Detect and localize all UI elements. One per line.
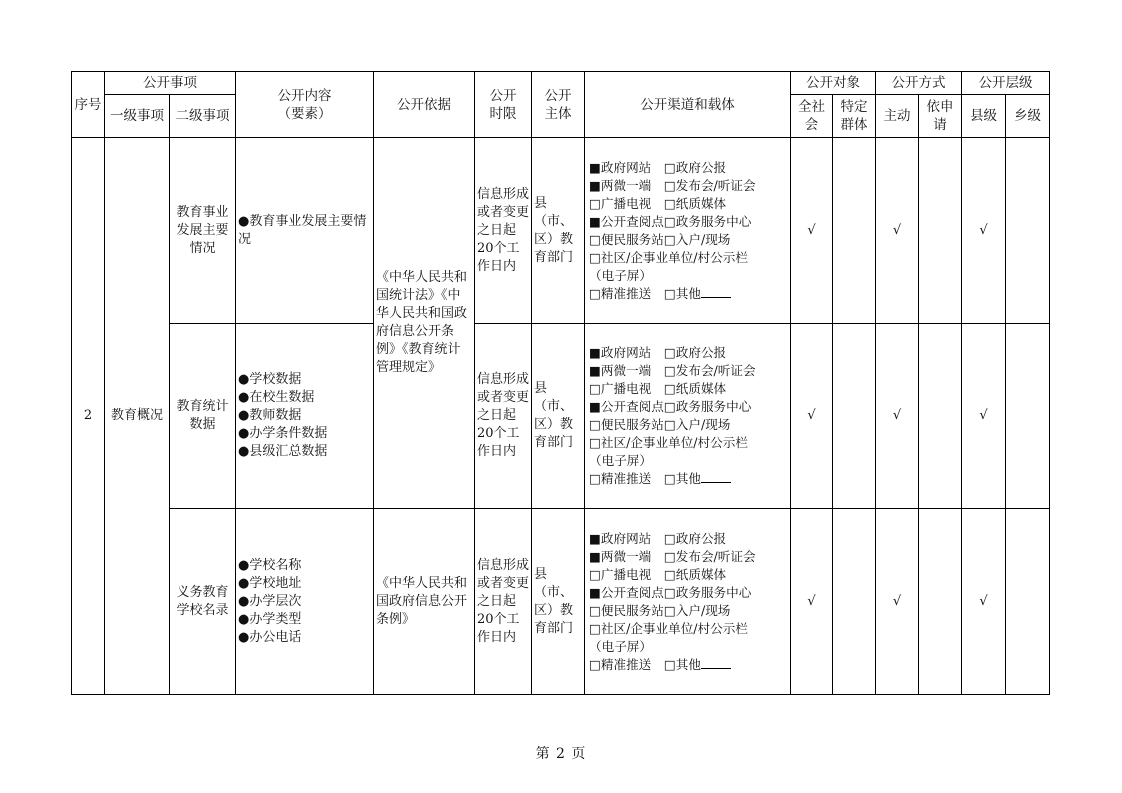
channel-line-last [589, 285, 788, 303]
header-level-county: 县级 [962, 95, 1006, 138]
check-method-active: √ [876, 138, 919, 324]
header-channels: 公开渠道和载体 [585, 72, 791, 138]
header-method-active: 主动 [876, 95, 919, 138]
channel-line: ■公开查阅点□政务服务中心 [589, 213, 752, 229]
header-basis: 公开依据 [374, 72, 475, 138]
row-level2-text: 教育统计数据 [176, 399, 229, 432]
channel-line: □便民服务站□入户/现场 [589, 231, 731, 247]
content-item: ●教育事业发展主要情况 [238, 213, 367, 247]
channel-line: □社区/企事业单位/村公示栏 [589, 620, 748, 636]
content-item: ●办公电话 [238, 629, 302, 645]
header-method-request: 依申请 [919, 95, 962, 138]
blank-underline [701, 470, 731, 483]
check-target-specific [833, 324, 876, 509]
channel-line: ■政府网站 □政府公报 [589, 530, 727, 546]
row-subject-text: 县（市、区）教育部门 [534, 566, 574, 636]
content-item: ●办学条件数据 [238, 426, 328, 441]
table-row [72, 509, 1050, 695]
header-level2: 二级事项 [170, 95, 236, 138]
channel-line-text: □精准推送 □其他 [589, 285, 701, 301]
row-time-limit-text: 信息形成或者变更之日起20个工作日内 [477, 557, 530, 645]
check-level-township [1006, 138, 1050, 324]
row-level2-text: 教育事业发展主要情况 [176, 204, 229, 256]
header-target-all: 全社 会 [791, 95, 833, 138]
channel-line: ■政府网站 □政府公报 [589, 159, 727, 175]
channel-line: （电子屏） [589, 267, 652, 283]
blank-underline [701, 285, 731, 298]
content-item: ●教师数据 [238, 408, 302, 423]
disclosure-table-sheet [71, 71, 1049, 694]
channel-line: ■公开查阅点□政务服务中心 [589, 399, 752, 414]
row-time-limit [475, 138, 532, 324]
header-level-township: 乡级 [1006, 95, 1050, 138]
row-subject [532, 509, 585, 695]
header-level1: 一级事项 [105, 95, 170, 138]
channel-line-text: □精准推送 □其他 [589, 471, 701, 486]
row-channels [585, 138, 791, 324]
row-level2 [170, 138, 236, 324]
row-basis [374, 509, 475, 695]
channel-line: □广播电视 □纸质媒体 [589, 566, 727, 582]
row-time-limit-text: 信息形成或者变更之日起20个工作日内 [477, 186, 530, 274]
header-seq: 序号 [72, 72, 105, 138]
channel-line: □便民服务站□入户/现场 [589, 602, 731, 618]
channel-line: □社区/企事业单位/村公示栏 [589, 435, 748, 450]
header-method-group: 公开方式 [876, 72, 962, 95]
check-target-specific [833, 509, 876, 695]
check-method-active: √ [876, 509, 919, 695]
channel-line: ■公开查阅点□政务服务中心 [589, 584, 752, 600]
row-level1: 教育概况 [105, 138, 170, 695]
header-content: 公开内容 （要素） [236, 72, 374, 138]
content-item: ●学校地址 [238, 575, 302, 591]
channel-line: （电子屏） [589, 453, 652, 468]
channel-line: （电子屏） [589, 638, 652, 654]
row-basis-text: 《中华人民共和国政府信息公开条例》 [376, 575, 468, 627]
row-channels [585, 509, 791, 695]
page-number: 第 2 页 [535, 746, 587, 762]
check-level-township [1006, 324, 1050, 509]
row-subject [532, 138, 585, 324]
row-content [236, 509, 374, 695]
channel-line-text: □精准推送 □其他 [589, 656, 701, 672]
header-items-group: 公开事项 [105, 72, 236, 95]
row-level2 [170, 324, 236, 509]
row-basis [374, 138, 475, 509]
table-row [72, 324, 1050, 509]
channel-line: □广播电视 □纸质媒体 [589, 381, 727, 396]
channel-line: ■两微一端 □发布会/听证会 [589, 363, 756, 378]
channel-line: ■两微一端 □发布会/听证会 [589, 548, 756, 564]
channel-line: ■政府网站 □政府公报 [589, 345, 727, 360]
header-subject: 公开 主体 [532, 72, 585, 138]
row-channels [585, 324, 791, 509]
check-level-county: √ [962, 324, 1006, 509]
check-method-request [919, 509, 962, 695]
check-target-all: √ [791, 509, 833, 695]
row-time-limit [475, 324, 532, 509]
header-target-group: 公开对象 [791, 72, 876, 95]
check-method-active: √ [876, 324, 919, 509]
row-subject [532, 324, 585, 509]
row-time-limit [475, 509, 532, 695]
content-item: ●县级汇总数据 [238, 444, 328, 459]
row-subject-text: 县（市、区）教育部门 [534, 381, 574, 450]
check-method-request [919, 138, 962, 324]
header-level-group: 公开层级 [962, 72, 1050, 95]
check-method-request [919, 324, 962, 509]
check-target-specific [833, 138, 876, 324]
channel-line: ■两微一端 □发布会/听证会 [589, 177, 756, 193]
row-seq: 2 [72, 138, 105, 695]
check-level-township [1006, 509, 1050, 695]
content-item: ●办学类型 [238, 611, 302, 627]
channel-line: □广播电视 □纸质媒体 [589, 195, 727, 211]
content-item: ●在校生数据 [238, 390, 315, 405]
channel-line-last [589, 470, 788, 488]
content-item: ●办学层次 [238, 593, 302, 609]
row-subject-text: 县（市、区）教育部门 [534, 195, 574, 265]
row-level2 [170, 509, 236, 695]
check-level-county: √ [962, 509, 1006, 695]
row-basis-text: 《中华人民共和国统计法》《中华人民共和国政府信息公开条例》《教育统计管理规定》 [376, 270, 468, 375]
blank-underline [701, 656, 731, 669]
channel-line-last [589, 656, 788, 674]
row-content [236, 324, 374, 509]
disclosure-table [71, 71, 1050, 695]
row-level2-text: 义务教育学校名录 [176, 584, 229, 618]
check-target-all: √ [791, 138, 833, 324]
channel-line: □便民服务站□入户/现场 [589, 417, 731, 432]
header-time-limit: 公开 时限 [475, 72, 532, 138]
row-content [236, 138, 374, 324]
header-target-specific: 特定 群体 [833, 95, 876, 138]
check-level-county: √ [962, 138, 1006, 324]
table-row [72, 138, 1050, 324]
channel-line: □社区/企事业单位/村公示栏 [589, 249, 748, 265]
content-item: ●学校名称 [238, 557, 302, 573]
row-time-limit-text: 信息形成或者变更之日起20个工作日内 [477, 372, 530, 459]
check-target-all: √ [791, 324, 833, 509]
content-item: ●学校数据 [238, 372, 302, 387]
